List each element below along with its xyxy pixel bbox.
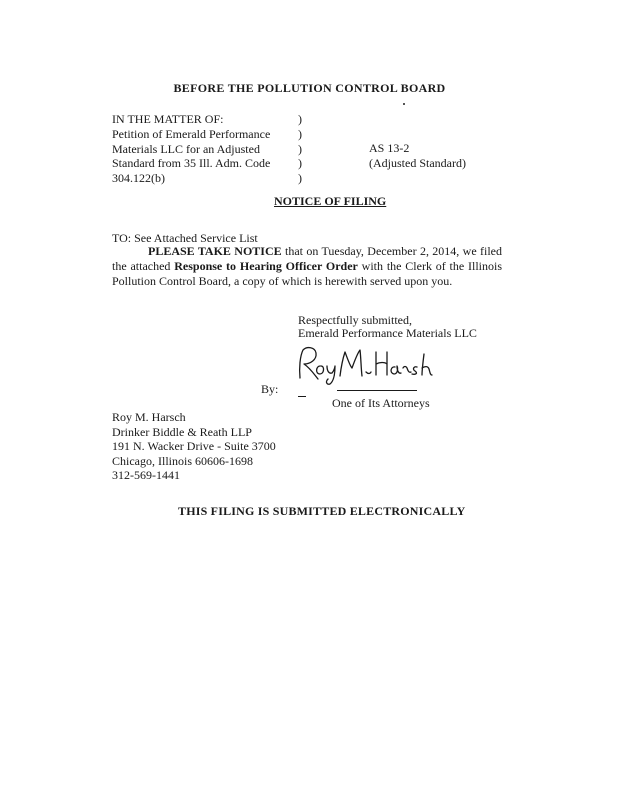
speck-mark — [403, 103, 405, 105]
caption-line: IN THE MATTER OF: — [112, 112, 224, 126]
caption-line: 304.122(b) — [112, 171, 165, 186]
case-info — [369, 141, 466, 171]
caption-line: Materials LLC for an Adjusted — [112, 141, 260, 156]
respectfully-submitted: Respectfully submitted, — [298, 313, 412, 327]
signature-graphic — [294, 344, 434, 386]
company-name: Emerald Performance Materials LLC — [298, 326, 477, 340]
attorney-line: Roy M. Harsch — [112, 410, 186, 424]
caption-paren: ) — [298, 112, 302, 126]
caption-paren: ) — [298, 141, 302, 156]
attorney-line: 191 N. Wacker Drive - Suite 3700 — [112, 439, 276, 454]
signature-dash — [298, 396, 306, 397]
caption-parens — [298, 112, 302, 186]
attorney-line: Drinker Biddle & Reath LLP — [112, 424, 252, 439]
caption-paren: ) — [298, 156, 302, 171]
caption-paren: ) — [298, 171, 302, 186]
signature-line — [337, 390, 417, 391]
by-label: By: — [261, 382, 279, 396]
case-number: AS 13-2 — [369, 141, 410, 155]
caption-line: Standard from 35 Ill. Adm. Code — [112, 156, 271, 171]
notice-title: NOTICE OF FILING — [274, 194, 387, 208]
notice-paragraph — [112, 244, 502, 288]
notice-text-1: that on Tuesday, December 2, 2014, we filed the attached — [112, 244, 502, 273]
attorney-role: One of Its Attorneys — [332, 396, 430, 410]
attorney-block — [112, 410, 276, 483]
case-type: (Adjusted Standard) — [369, 155, 466, 170]
attorney-line: Chicago, Illinois 60606-1698 — [112, 453, 253, 468]
notice-text-2: with the Clerk of the Illinois Pollution Control Board, a copy of which is herewith served upon you. — [112, 258, 503, 288]
to-line: TO: See Attached Service List — [112, 231, 258, 245]
caption-line: Petition of Emerald Performance — [112, 126, 271, 141]
caption-paren: ) — [298, 126, 302, 141]
electronic-filing-notice: THIS FILING IS SUBMITTED ELECTRONICALLY — [178, 504, 466, 518]
attorney-line: 312-569-1441 — [112, 468, 180, 483]
document-title: Response to Hearing Officer Order — [174, 258, 358, 273]
board-header: BEFORE THE POLLUTION CONTROL BOARD — [173, 81, 446, 95]
notice-lead: PLEASE TAKE NOTICE — [148, 244, 282, 258]
caption-matter — [112, 112, 270, 186]
